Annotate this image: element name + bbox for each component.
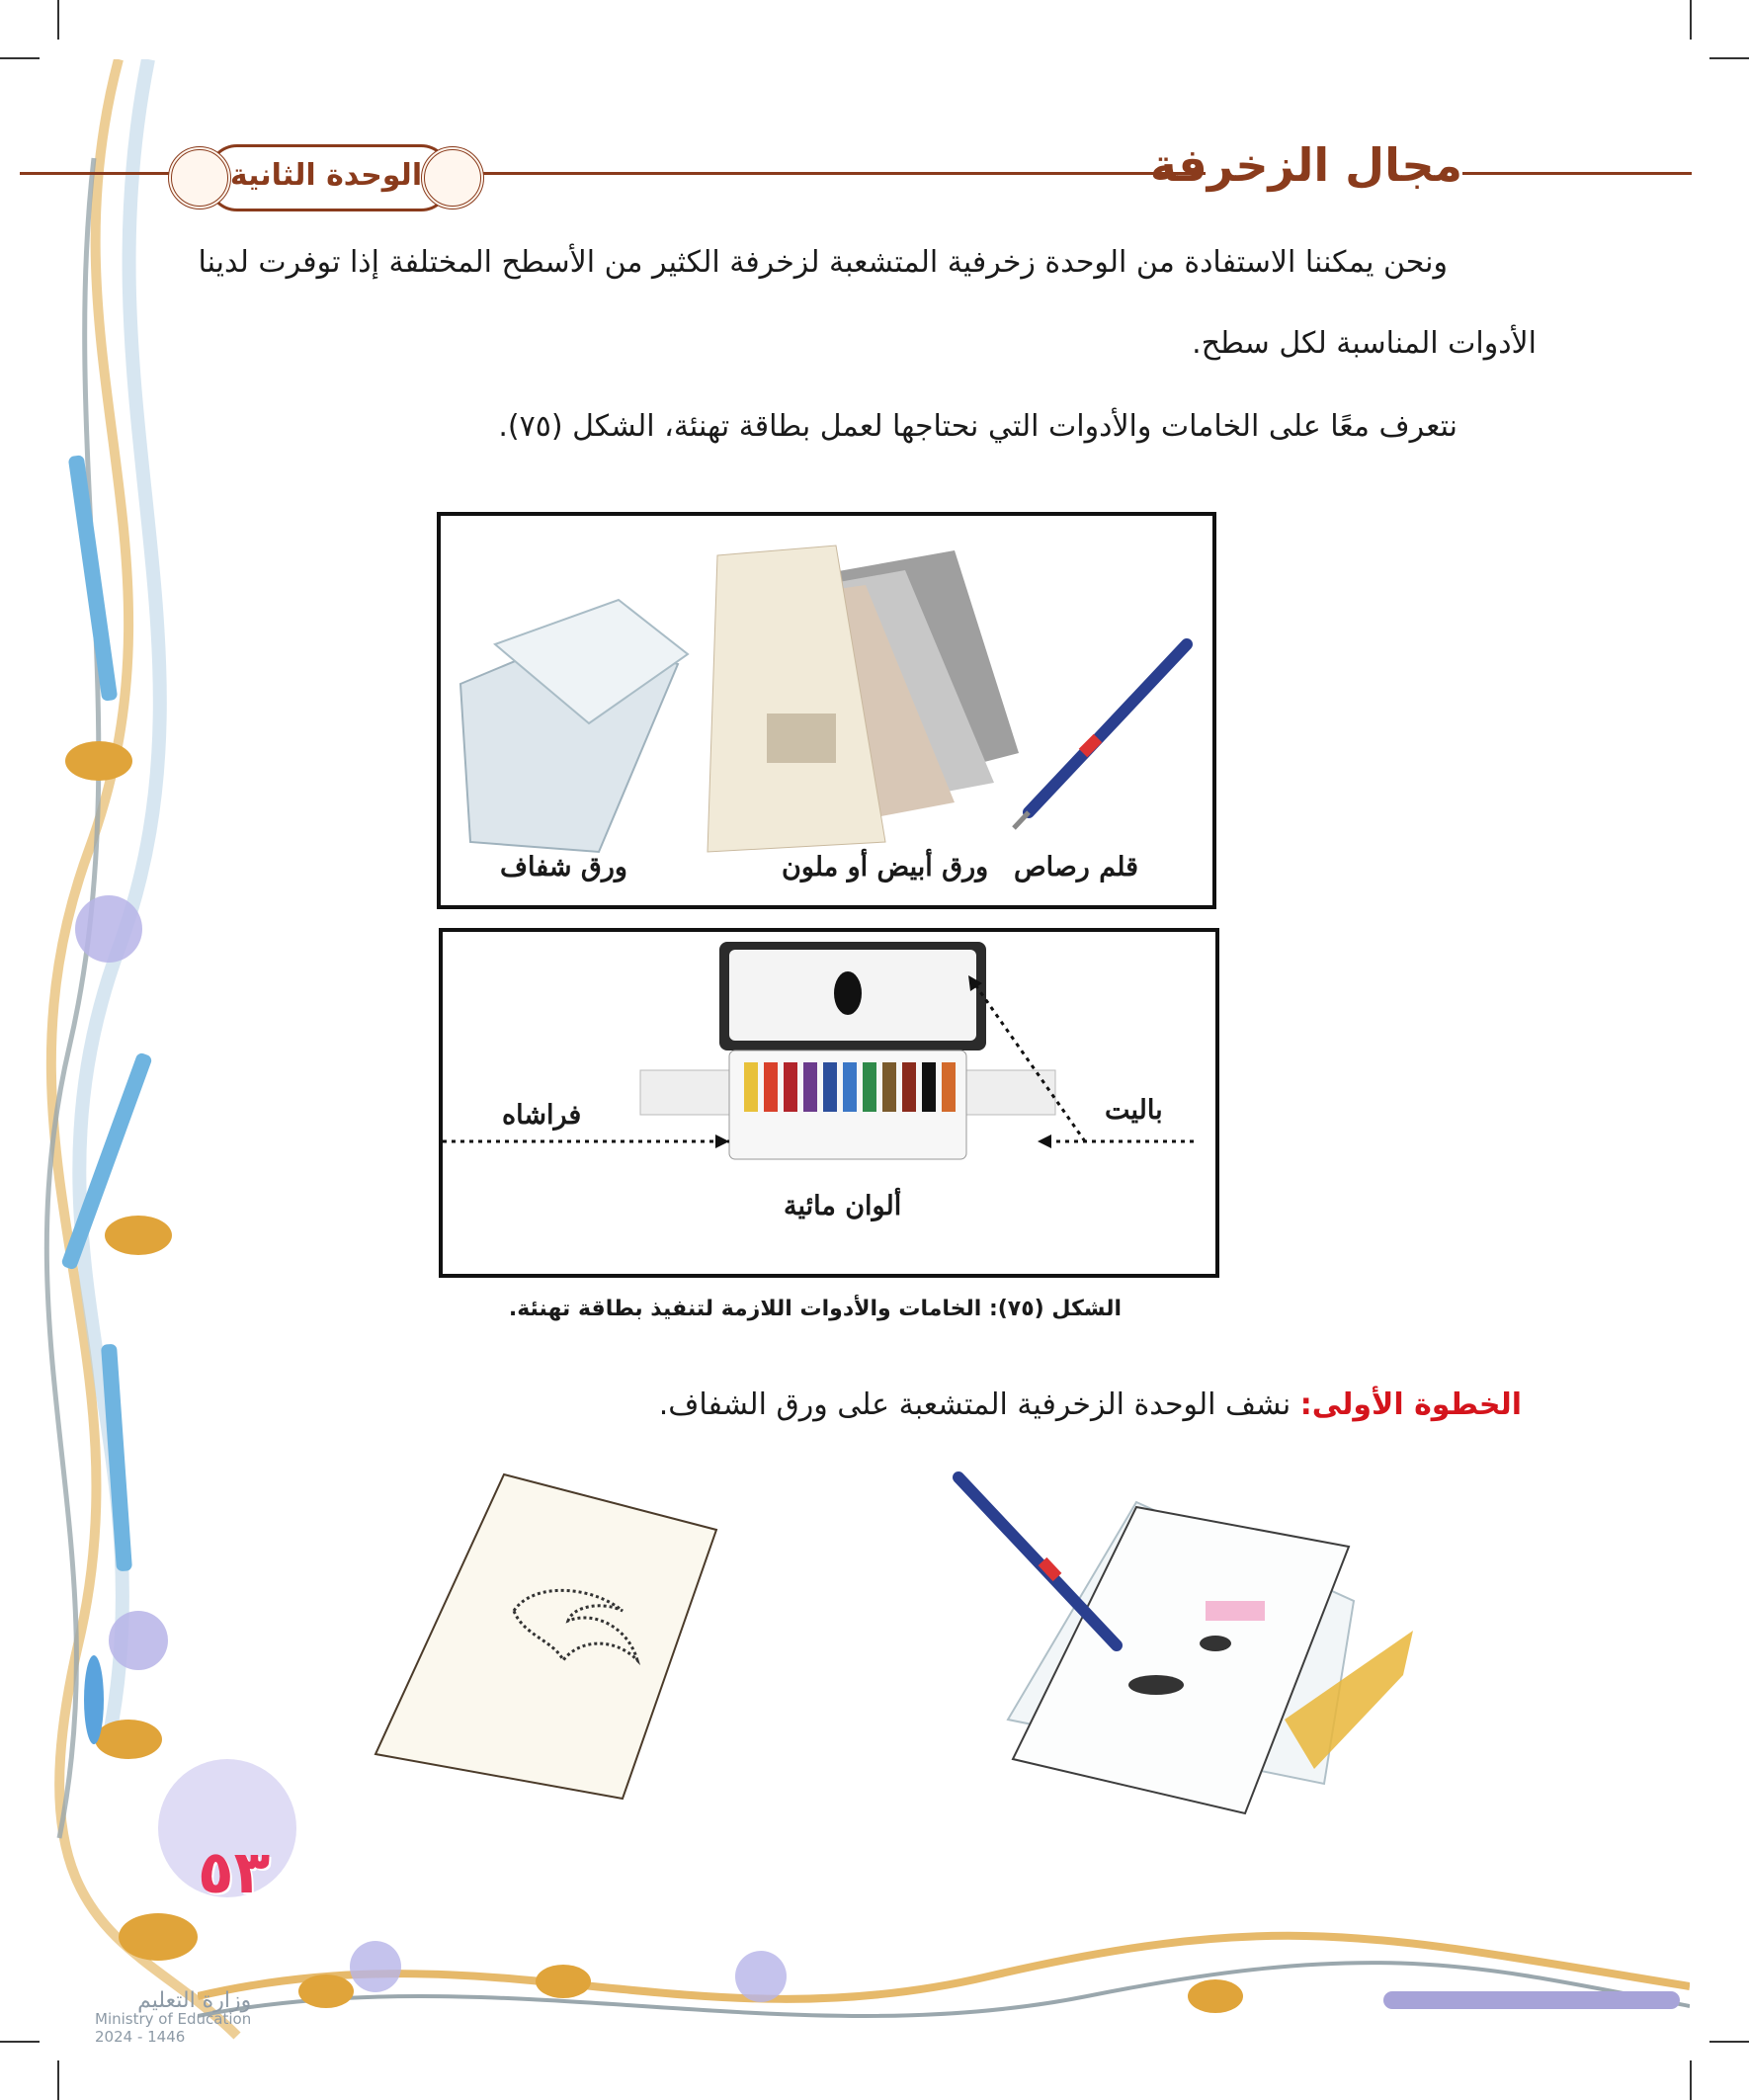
butterfly-icon: [95, 1720, 162, 1759]
brush-icon: [1383, 1991, 1680, 2009]
unit-label: الوحدة الثانية: [229, 157, 423, 193]
crop-mark: [57, 0, 59, 40]
figure-watercolor-box: [439, 928, 1219, 1278]
butterfly-icon: [1188, 1979, 1243, 2013]
unit-badge: [168, 136, 484, 213]
crop-mark: [1690, 2060, 1692, 2100]
figure-tools-art: [441, 516, 1212, 905]
pencil-icon: [68, 455, 119, 702]
figure-tools-box: [437, 512, 1216, 909]
edition-year: 2024 - 1446: [95, 2028, 186, 2046]
intro-line-2: الأدوات المناسبة لكل سطح.: [1192, 326, 1537, 361]
intro-line-3: نتعرف معًا على الخامات والأدوات التي نحتاجها لعمل بطاقة تهنئة، الشكل (٧٥).: [498, 409, 1458, 444]
header-rule-right: [1462, 172, 1692, 175]
pencil-icon: [958, 1477, 1117, 1645]
ministry-footer: [95, 1988, 252, 2046]
crop-mark: [1690, 0, 1692, 40]
pencil-icon: [1029, 644, 1187, 812]
butterfly-icon: [119, 1913, 198, 1961]
label-paper: ورق أبيض أو ملون: [782, 852, 989, 882]
label-watercolor: ألوان مائية: [784, 1191, 902, 1221]
ornament-icon: [421, 146, 484, 210]
step-one: [237, 1384, 1522, 1427]
flower-icon: [350, 1941, 401, 1992]
decorative-border-bottom: [198, 1907, 1690, 2056]
label-tracing: ورق شفاف: [500, 852, 627, 882]
ornament-icon: [168, 146, 231, 210]
field-title: مجال الزخرفة: [1149, 138, 1462, 192]
crop-mark: [1709, 2041, 1749, 2043]
label-palette: باليت: [1105, 1095, 1163, 1126]
ministry-name-ar: وزارة التعليم: [137, 1988, 252, 2013]
label-pencil: قلم رصاص: [1014, 852, 1139, 882]
step-one-text: نشف الوحدة الزخرفية المتشعبة على ورق الشفاف.: [658, 1387, 1300, 1422]
butterfly-icon: [536, 1965, 591, 1998]
figure-caption: الشكل (٧٥): الخامات والأدوات اللازمة لتنفيذ بطاقة تهنئة.: [508, 1297, 1122, 1321]
step-one-title: الخطوة الأولى:: [1299, 1387, 1522, 1422]
leaf-icon: [84, 1655, 104, 1744]
flower-icon: [109, 1611, 168, 1670]
label-brush: فراشاه: [502, 1100, 582, 1131]
header-rule-left: [20, 172, 178, 175]
flower-icon: [75, 895, 142, 963]
flower-icon: [735, 1951, 787, 2002]
intro-line-1: ونحن يمكننا الاستفادة من الوحدة زخرفية المتشعبة لزخرفة الكثير من الأسطح المختلفة إذا توفرت لدينا: [198, 245, 1448, 280]
header-rule-middle: [474, 172, 1206, 175]
ministry-name-en: Ministry of Education: [95, 2010, 252, 2028]
step-one-illustration: [366, 1463, 1433, 1818]
butterfly-icon: [105, 1216, 172, 1255]
butterfly-icon: [65, 741, 132, 781]
traced-sheet-icon: [375, 1474, 716, 1799]
crop-mark: [1709, 57, 1749, 59]
page-number: ٥٣: [198, 1838, 271, 1907]
butterfly-icon: [298, 1974, 354, 2008]
